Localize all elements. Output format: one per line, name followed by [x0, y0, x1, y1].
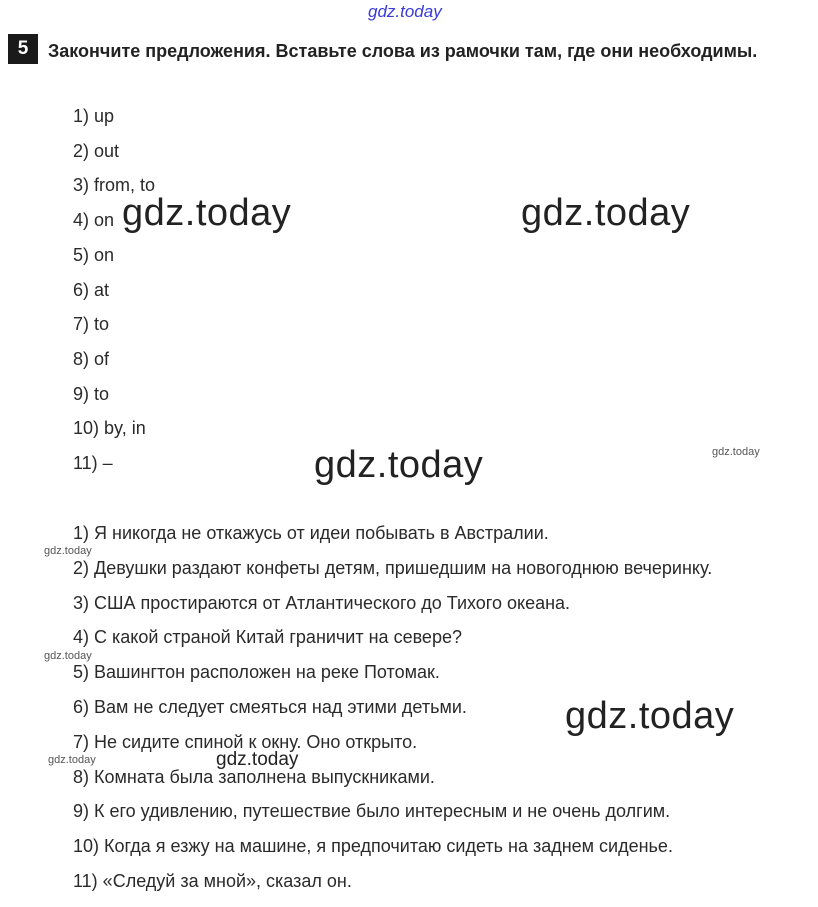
answer-item: 11) – — [73, 453, 113, 473]
watermark: gdz.today — [44, 545, 92, 557]
watermark: gdz.today — [122, 192, 292, 234]
answer-item: 1) up — [73, 106, 115, 126]
translation-item: 9) К его удивлению, путешествие было интересным и не очень долгим. — [73, 801, 671, 822]
translation-item: 2) Девушки раздают конфеты детям, пришедшим на новогоднюю вечеринку. — [73, 557, 713, 578]
watermark: gdz.today — [712, 446, 760, 458]
watermark: gdz.today — [216, 749, 299, 770]
translation-item: 8) Комната была заполнена выпускниками. — [73, 766, 435, 787]
translation-item: 11) «Следуй за мной», сказал он. — [73, 871, 352, 891]
task-number: 5 — [8, 34, 38, 64]
watermark: gdz.today — [314, 444, 484, 486]
translation-item: 1) Я никогда не откажусь от идеи побывать в Австралии. — [73, 523, 549, 543]
translation-item: 10) Когда я езжу на машине, я предпочитаю сидеть на заднем сиденье. — [73, 836, 673, 857]
answer-item: 2) out — [73, 140, 120, 161]
translation-item: 5) Вашингтон расположен на реке Потомак. — [73, 662, 440, 683]
answer-item: 6) at — [73, 279, 110, 300]
translation-item: 4) С какой страной Китай граничит на севере? — [73, 627, 462, 648]
translation-item: 3) США простираются от Атлантического до Тихого океана. — [73, 592, 571, 613]
watermark: gdz.today — [565, 695, 735, 737]
answer-item: 4) on — [73, 210, 115, 231]
answer-item: 7) to — [73, 314, 110, 335]
answer-item: 5) on — [73, 244, 115, 265]
watermark: gdz.today — [44, 650, 92, 662]
watermark: gdz.today — [521, 192, 691, 234]
answer-item: 3) from, to — [73, 175, 156, 196]
watermark-top: gdz.today — [368, 2, 442, 21]
translation-item: 6) Вам не следует смеяться над этими детьми. — [73, 697, 467, 717]
task-instruction: Закончите предложения. Вставьте слова из рамочки там, где они необходимы. — [48, 41, 758, 61]
answer-item: 9) to — [73, 383, 110, 404]
translation-item: 7) Не сидите спиной к окну. Оно открыто. — [73, 731, 418, 752]
answer-item: 8) of — [73, 348, 110, 369]
answer-item: 10) by, in — [73, 418, 146, 439]
watermark: gdz.today — [48, 754, 96, 766]
